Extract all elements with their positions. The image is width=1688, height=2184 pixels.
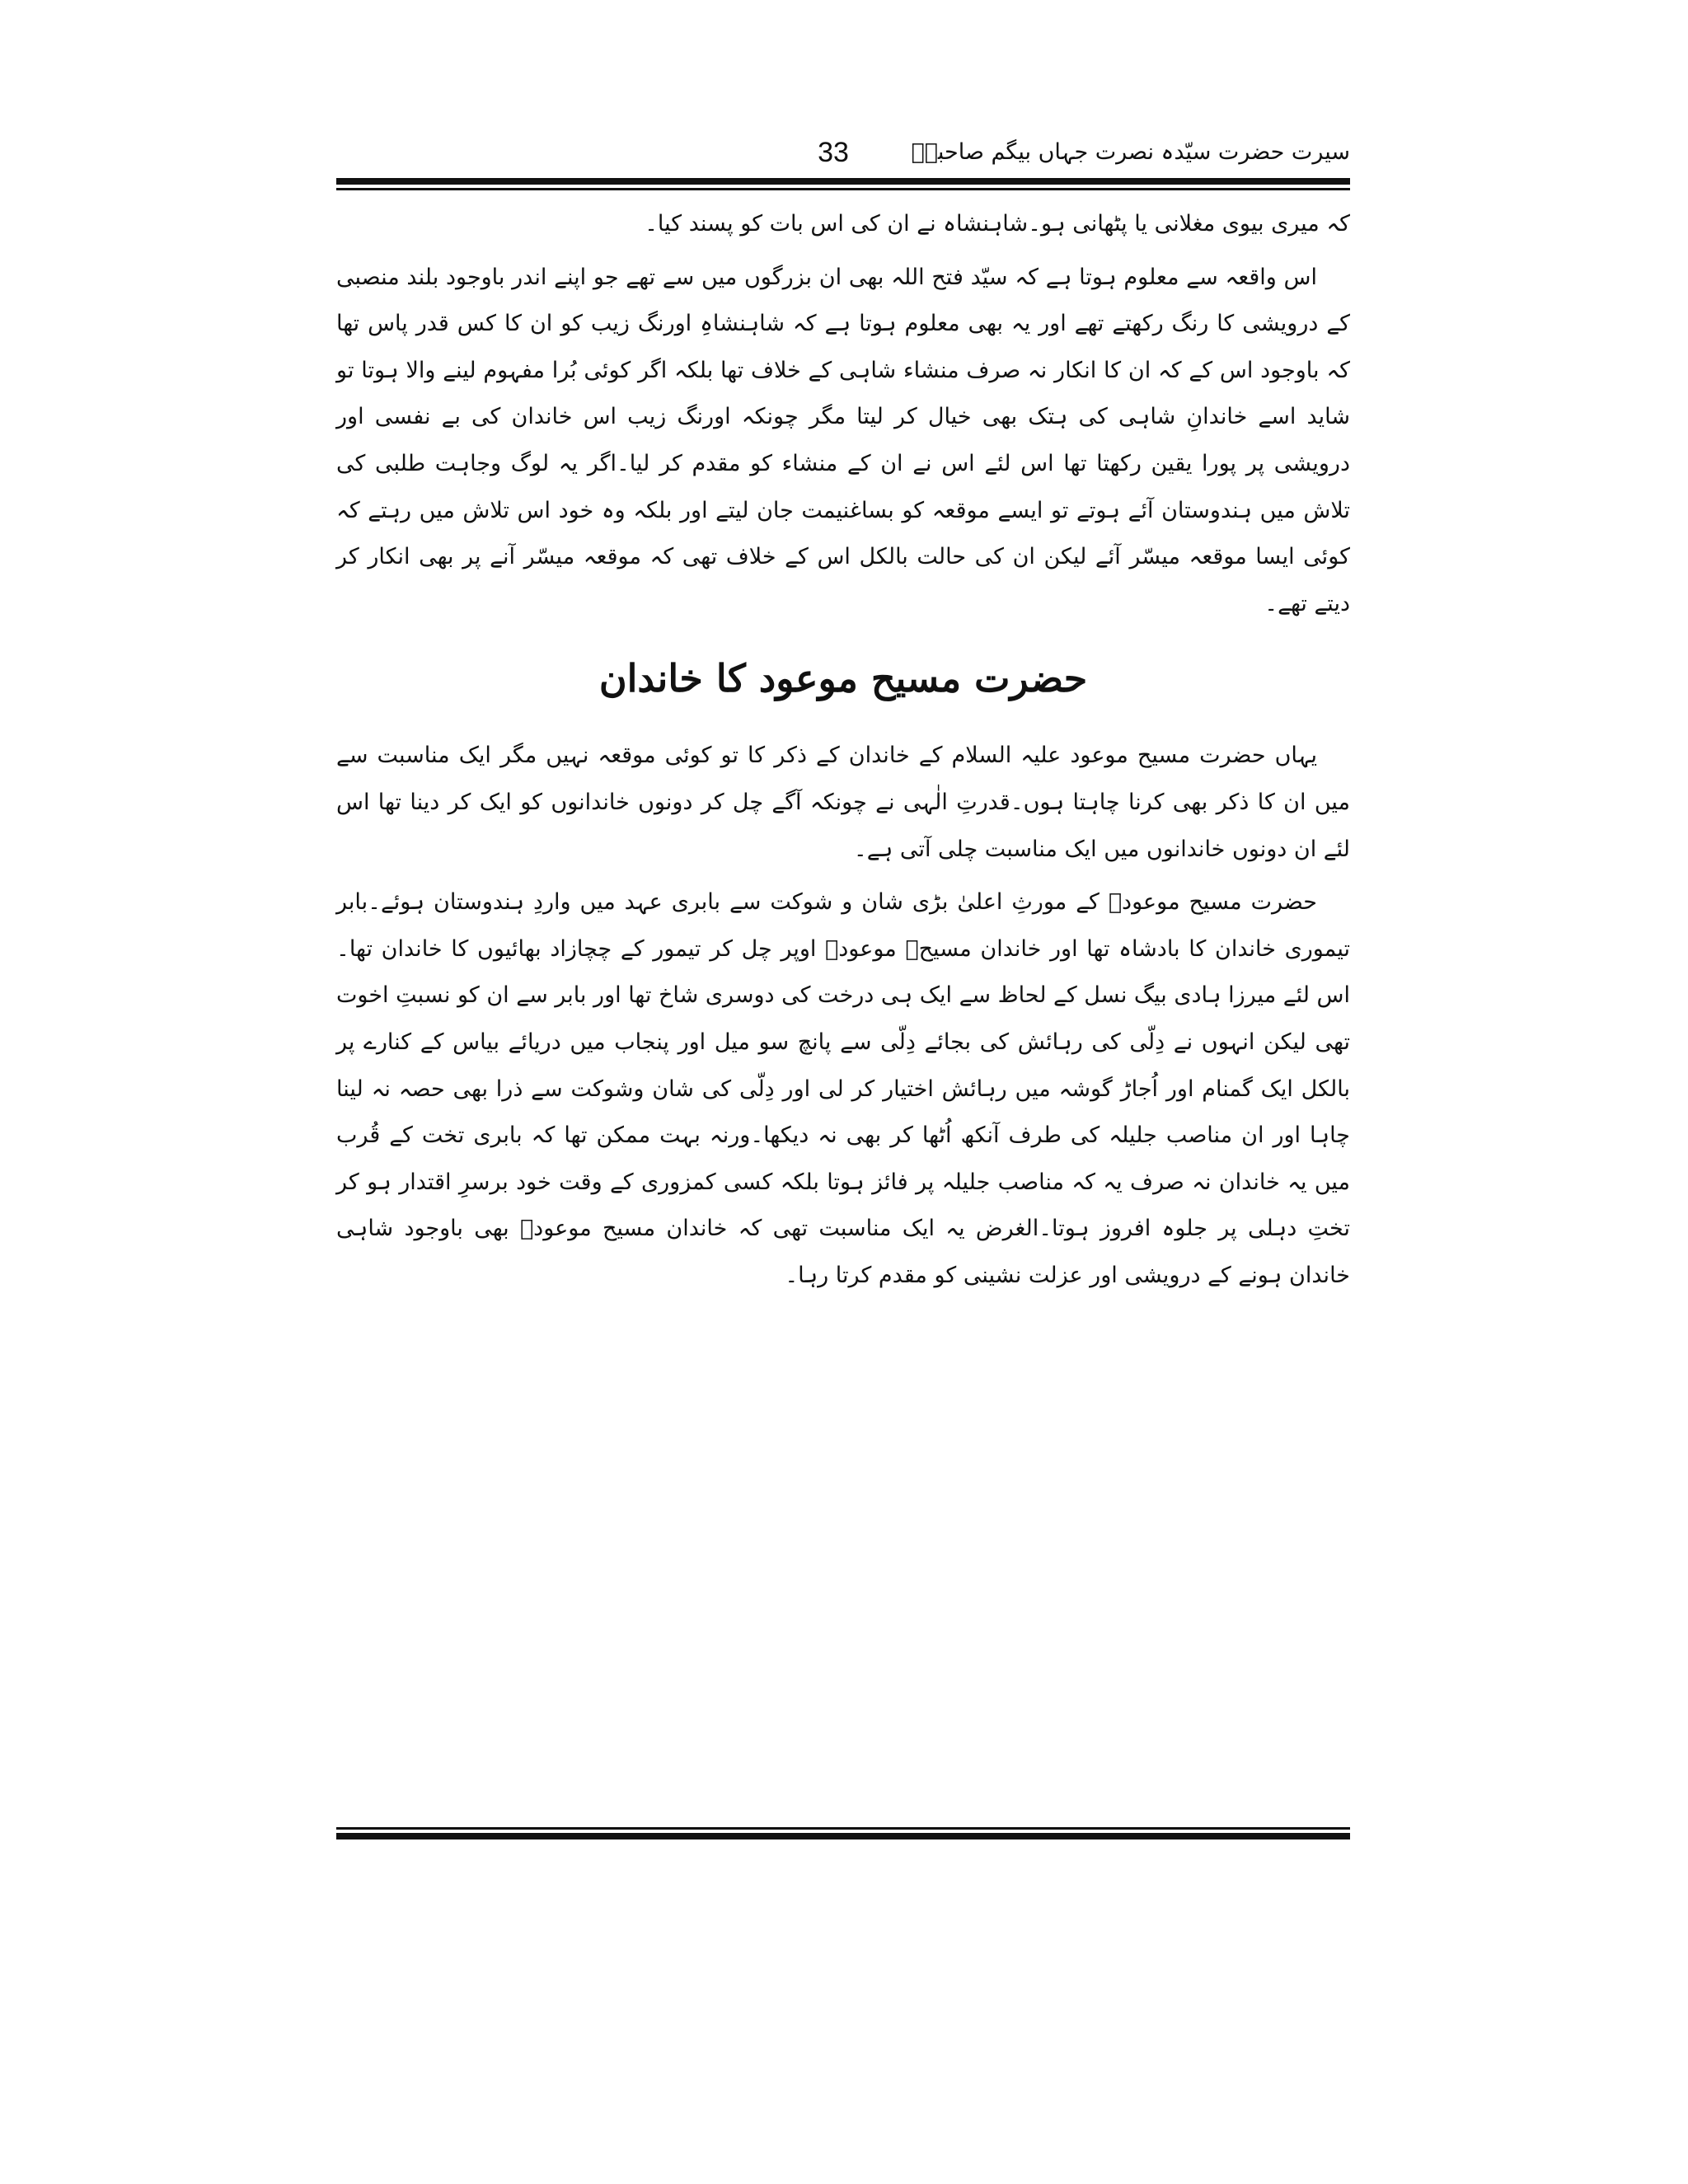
header-rule-thick: [336, 178, 1350, 185]
running-title: سیرت حضرت سیّدہ نصرت جہاں بیگم صاحبہؓ: [911, 139, 1350, 165]
header-rule-thin: [336, 188, 1350, 190]
section-heading: حضرت مسیح موعود کا خاندان: [598, 656, 1088, 701]
footer-rule-thin: [336, 1827, 1350, 1830]
footer-rule-thick: [336, 1833, 1350, 1840]
paragraph-continuation: کہ میری بیوی مغلانی یا پٹھانی ہو۔شاہنشاہ نے ان کی اس بات کو پسند کیا۔: [645, 211, 1350, 237]
paragraph-family-history: حضرت مسیح موعودؑ کے مورثِ اعلیٰ بڑی شان و شوکت سے بابری عہد میں واردِ ہندوستان ہوئے۔بابر تیموری خاندان کا بادشاہ تھا اور خاندان مسیحؑ موعودؑ اوپر چل کر تیمور کے چچازاد بھائیوں کا خاندان تھا۔اس لئے میرزا ہادی بیگ نسل کے لحاظ سے ایک ہی درخت کی دوسری شاخ تھا اور بابر سے ان کو نسبتِ اخوت تھی لیکن انہوں نے دِلّی کی رہائش کی بجائے دِلّی سے پانچ سو میل اور پنجاب میں دریائے بیاس کے کنارے پر بالکل ایک گمنام اور اُجاڑ گوشہ میں رہائش اختیار کر لی اور دِلّی کی شان وشوکت سے ذرا بھی حصہ نہ لینا چاہا اور ان مناصب جلیلہ کی طرف آنکھ اُٹھا کر بھی نہ دیکھا۔ورنہ بہت ممکن تھا کہ بابری تخت کے قُرب میں یہ خاندان نہ صرف یہ کہ مناصب جلیلہ پر فائز ہوتا بلکہ کسی کمزوری کے وقت خود برسرِ اقتدار ہو کر تختِ دہلی پر جلوہ افروز ہوتا۔الغرض یہ ایک مناسبت تھی کہ خاندان مسیح موعودؑ بھی باوجود شاہی خاندان ہونے کے درویشی اور عزلت نشینی کو مقدم کرتا رہا۔: [335, 889, 1350, 1288]
paragraph-family-intro: یہاں حضرت مسیح موعود علیہ السلام کے خاندان کے ذکر کا تو کوئی موقعہ نہیں مگر ایک مناسبت سے میں ان کا ذکر بھی کرنا چاہتا ہوں۔قدرتِ الٰہی نے چونکہ آگے چل کر دونوں خاندانوں کو ایک کر دینا تھا اس لئے ان دونوں خاندانوں میں ایک مناسبت چلی آتی ہے۔: [336, 743, 1350, 862]
running-header: [336, 132, 1350, 173]
page-number: 33: [818, 137, 849, 168]
page-body: [336, 201, 1350, 1305]
paragraph-syed-fatehullah: اس واقعہ سے معلوم ہوتا ہے کہ سیّد فتح اللہ بھی ان بزرگوں میں سے تھے جو اپنے اندر باوجود بلند منصبی کے درویشی کا رنگ رکھتے تھے اور یہ بھی معلوم ہوتا ہے کہ شاہنشاہِ اورنگ زیب کو ان کا کس قدر پاس تھا کہ باوجود اس کے کہ ان کا انکار نہ صرف منشاء شاہی کے خلاف تھا بلکہ اگر کوئی بُرا مفہوم لینے والا ہوتا تو شاید اسے خاندانِ شاہی کی ہتک بھی خیال کر لیتا مگر چونکہ اورنگ زیب اس خاندان کی بے نفسی اور درویشی پر پورا یقین رکھتا تھا اس لئے اس نے ان کے منشاء کو مقدم کر لیا۔اگر یہ لوگ وجاہت طلبی کی تلاش میں ہندوستان آئے ہوتے تو ایسے موقعہ کو بساغنیمت جان لیتے اور بلکہ وہ خود اس تلاش میں رہتے کہ کوئی ایسا موقعہ میسّر آئے لیکن ان کی حالت بالکل اس کے خلاف تھی کہ موقعہ میسّر آنے پر بھی انکار کر دیتے تھے۔: [336, 264, 1350, 616]
